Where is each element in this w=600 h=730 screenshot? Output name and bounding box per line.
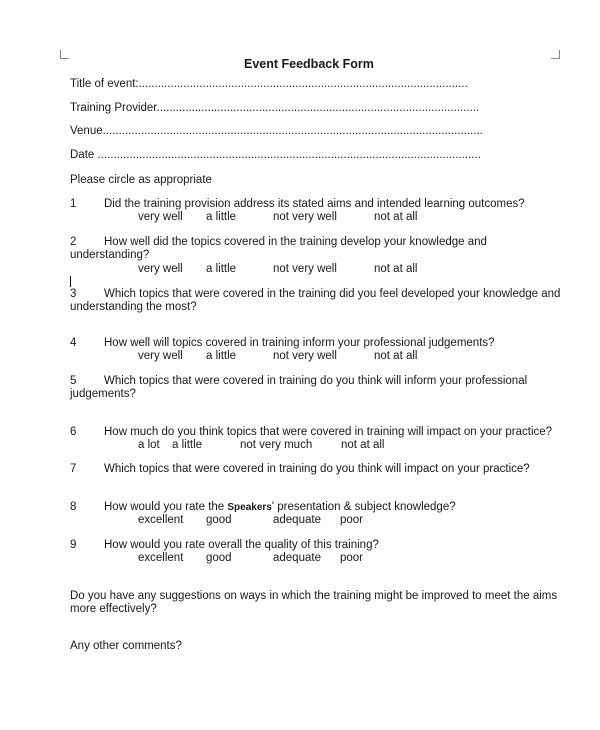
option-not-at-all: not at all — [374, 211, 418, 223]
question-number: 8 — [70, 501, 77, 513]
option-not-very-well: not very well — [273, 263, 337, 275]
option-excellent: excellent — [138, 552, 184, 564]
option-good: good — [206, 514, 232, 526]
question-number: 7 — [70, 463, 77, 475]
option-not-at-all: not at all — [341, 439, 385, 451]
question-text — [104, 501, 456, 514]
option-good: good — [206, 552, 232, 564]
question-text-part: How would you rate the — [104, 501, 228, 513]
question-number: 2 — [70, 236, 77, 248]
question-text: Which topics that were covered in the training did you feel developed your knowledge and — [104, 288, 561, 300]
option-poor: poor — [340, 514, 364, 526]
option-adequate: adequate — [273, 514, 321, 526]
question-number: 6 — [70, 426, 77, 438]
question-text: How much do you think topics that were covered in training will impact on your practice? — [104, 426, 553, 438]
option-a-little: a little — [172, 439, 203, 451]
option-a-little: a little — [206, 211, 237, 223]
question-number: 3 — [70, 288, 77, 300]
venue-field: Venue....................................................................................................................... — [70, 125, 483, 137]
option-not-very-well: not very well — [273, 211, 337, 223]
suggestions-question: Do you have any suggestions on ways in which the training might be improved to meet the aims — [70, 590, 558, 602]
option-not-at-all: not at all — [374, 350, 418, 362]
question-text: Which topics that were covered in training do you think will inform your professional — [104, 375, 528, 387]
option-not-very-much: not very much — [240, 439, 313, 451]
date-field: Date ........................................................................................................................ — [70, 149, 481, 161]
question-text-continued: understanding? — [70, 249, 150, 261]
margin-corner-mark — [60, 50, 69, 59]
option-poor: poor — [340, 552, 364, 564]
option-not-very-well: not very well — [273, 350, 337, 362]
question-number: 1 — [70, 198, 77, 210]
question-text: Which topics that were covered in training do you think will impact on your practice? — [104, 463, 530, 475]
instruction-text: Please circle as appropriate — [70, 174, 212, 186]
question-text-continued: understanding the most? — [70, 301, 197, 313]
option-very-well: very well — [138, 350, 183, 362]
option-a-lot: a lot — [138, 439, 160, 451]
option-a-little: a little — [206, 350, 237, 362]
question-text: How well did the topics covered in the training develop your knowledge and — [104, 236, 487, 248]
question-text-continued: judgements? — [70, 388, 136, 400]
option-a-little: a little — [206, 263, 237, 275]
comments-prompt: Any other comments? — [70, 640, 182, 652]
question-text: Did the training provision address its stated aims and intended learning outcomes? — [104, 198, 525, 210]
question-text: How would you rate overall the quality of this training? — [104, 539, 379, 551]
form-title: Event Feedback Form — [244, 57, 374, 71]
training-provider-field: Training Provider..................................................................................................... — [70, 102, 480, 114]
option-very-well: very well — [138, 263, 183, 275]
question-text: How well will topics covered in training inform your professional judgements? — [104, 337, 495, 349]
question-number: 4 — [70, 337, 77, 349]
speakers-emphasis: Speakers — [227, 502, 272, 513]
option-adequate: adequate — [273, 552, 321, 564]
option-not-at-all: not at all — [374, 263, 418, 275]
text-cursor — [70, 276, 71, 287]
suggestions-question-continued: more effectively? — [70, 603, 157, 615]
question-text-part: ' presentation & subject knowledge? — [271, 501, 456, 513]
option-excellent: excellent — [138, 514, 184, 526]
title-of-event-field: Title of event:....................................................................................................... — [70, 78, 468, 90]
margin-corner-mark — [551, 50, 560, 59]
option-very-well: very well — [138, 211, 183, 223]
question-number: 5 — [70, 375, 77, 387]
question-number: 9 — [70, 539, 77, 551]
